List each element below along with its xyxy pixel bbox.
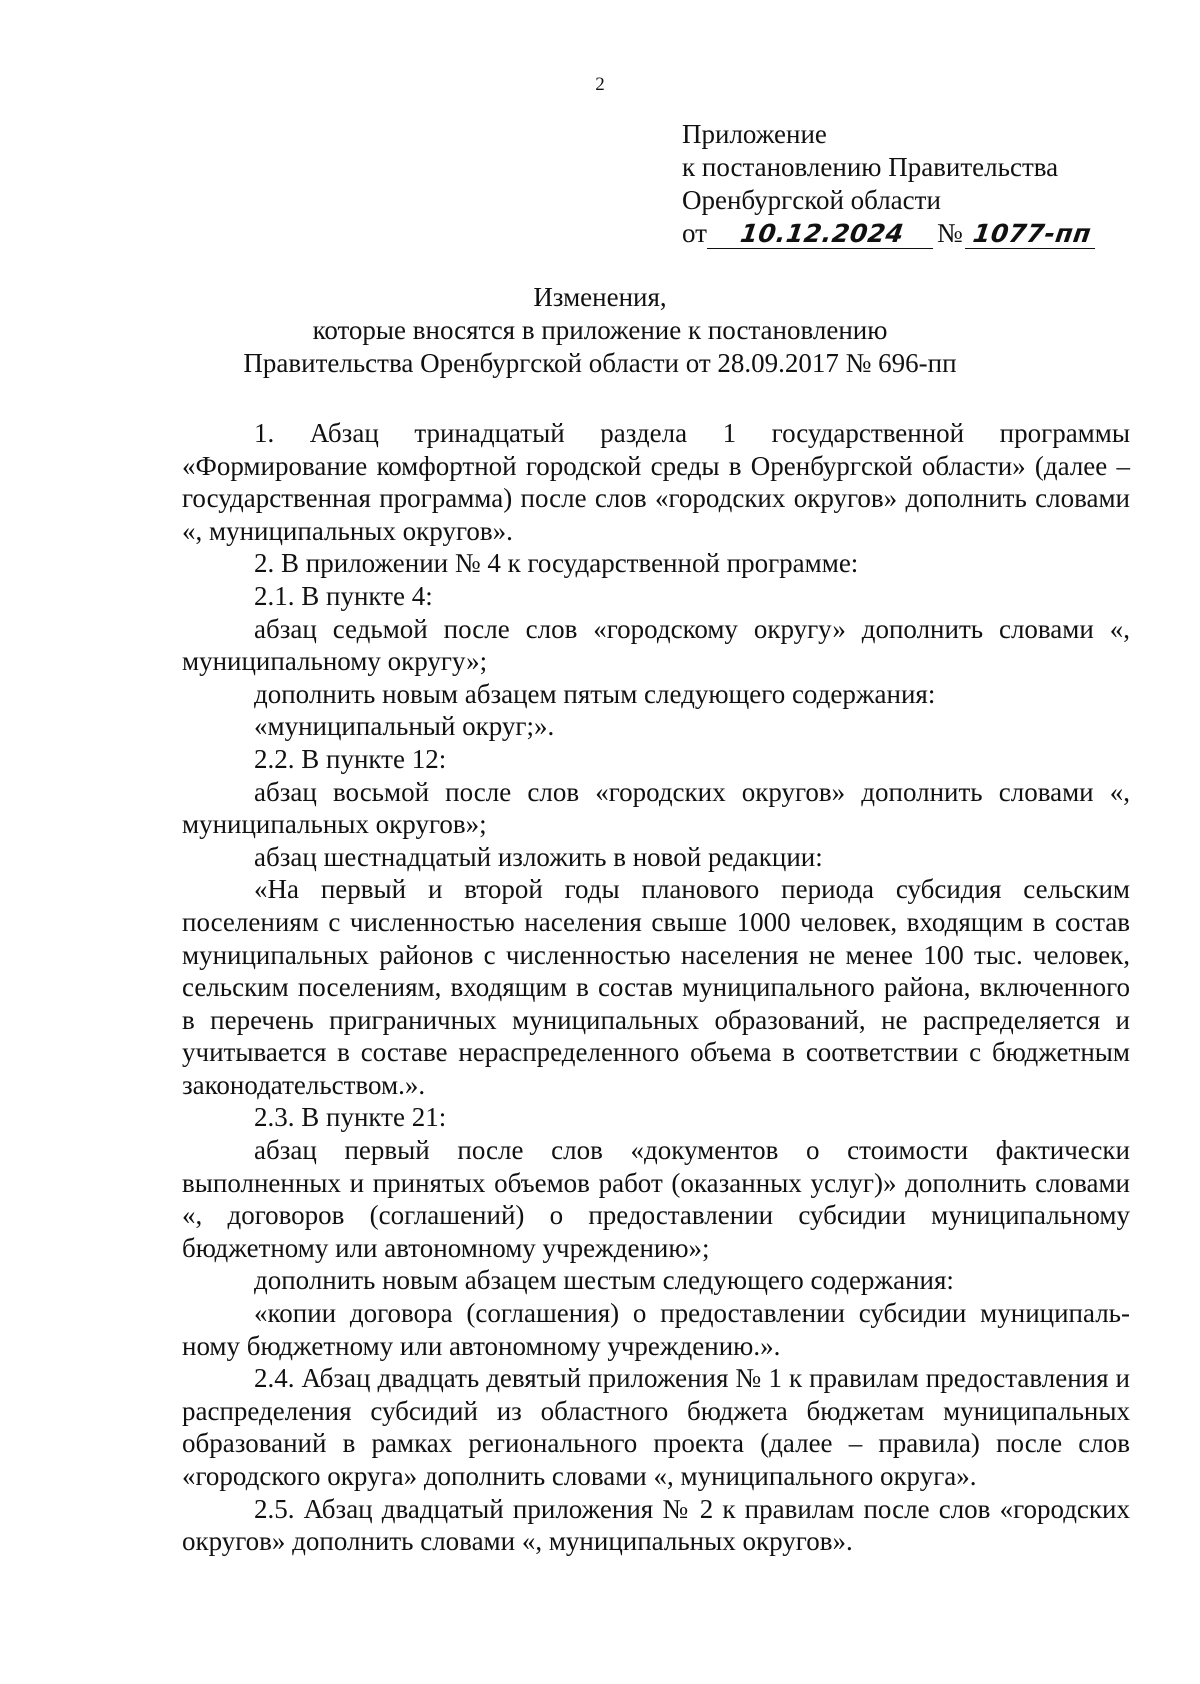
paragraph-2-4: 2.4. Абзац двадцать девятый приложения № 1 к правилам предоставления и распределения субсидий из областного бюджета бюджетам муниципальных образований в рамках регионального проекта (далее – правила) после слов «городского округа» дополнить словами «, муниципального округа». <box>182 1363 1130 1491</box>
paragraph-2-3-a: абзац первый после слов «документов о стоимости фактически выполненных и принятых объемов работ (оказанных услуг)» дополнить словами «, договоров (соглашений) о предоставлении субсидии муниципальному бюджетному или автономному учреждению»; <box>182 1135 1130 1263</box>
title-line-1: Изменения, <box>533 282 667 312</box>
paragraph-2-5: 2.5. Абзац двадцатый приложения № 2 к правилам после слов «городских округов» дополнить словами «, муниципальных округов». <box>182 1493 1130 1557</box>
number-sign: № <box>936 218 963 248</box>
document-title <box>0 281 1200 380</box>
appendix-header <box>682 118 1152 250</box>
paragraph-2-1-c: «муниципальный округ;». <box>254 711 555 742</box>
page-number: 2 <box>595 74 605 95</box>
paragraph-2-2-a: абзац восьмой после слов «городских округов» дополнить словами «, муниципальных округов»; <box>182 776 1130 840</box>
paragraph-2-2: 2.2. В пункте 12: <box>254 743 447 774</box>
paragraph-2-1-a: абзац седьмой после слов «городскому округу» дополнить словами «, муниципальному округу»; <box>182 613 1130 677</box>
paragraph-2-1-b: дополнить новым абзацем пятым следующего содержания: <box>254 678 936 709</box>
appendix-line-3: Оренбургской области <box>682 185 941 215</box>
title-line-2: которые вносятся в приложение к постановлению <box>312 315 888 345</box>
document-body <box>182 417 1130 1558</box>
title-line-3: Правительства Оренбургской области от 28.09.2017 № 696-пп <box>243 348 957 378</box>
paragraph-2-1: 2.1. В пункте 4: <box>254 580 433 611</box>
paragraph-2-3-c: «копии договора (соглашения) о предоставлении субсидии муниципальному бюджетному или автономному учреждению.». <box>182 1298 1130 1361</box>
paragraph-2-2-b: абзац шестнадцатый изложить в новой редакции: <box>254 841 823 872</box>
paragraph-1: 1. Абзац тринадцатый раздела 1 государственной программы «Формирование комфортной городской среды в Оренбургской области» (далее – государственная программа) после слов «городских округов» дополнить словами «, муниципальных округов». <box>182 418 1130 546</box>
appendix-line-1: Приложение <box>682 119 827 149</box>
paragraph-2: 2. В приложении № 4 к государственной программе: <box>254 548 859 579</box>
paragraph-2-3: 2.3. В пункте 21: <box>254 1102 447 1133</box>
handwritten-number: 1077-пп <box>965 220 1099 249</box>
paragraph-2-2-c: «На первый и второй годы планового периода субсидия сельским поселениям с численностью населения свыше 1000 человек, входящим в состав муниципальных районов с численностью населения не менее 100 тыс. человек, сельским поселениям, входящим в состав муниципального района, включенного в перечень приграничных муниципальных образований, не распределяется и учитывается в составе нераспределенного объема в соответствии с бюджетным законодательством.». <box>182 874 1130 1100</box>
date-from-label: от <box>682 218 707 248</box>
handwritten-date: 10.12.2024 <box>707 220 937 249</box>
appendix-line-2: к постановлению Правительства <box>682 152 1059 182</box>
paragraph-2-3-b: дополнить новым абзацем шестым следующего содержания: <box>254 1265 954 1296</box>
appendix-date-line <box>682 217 1152 250</box>
